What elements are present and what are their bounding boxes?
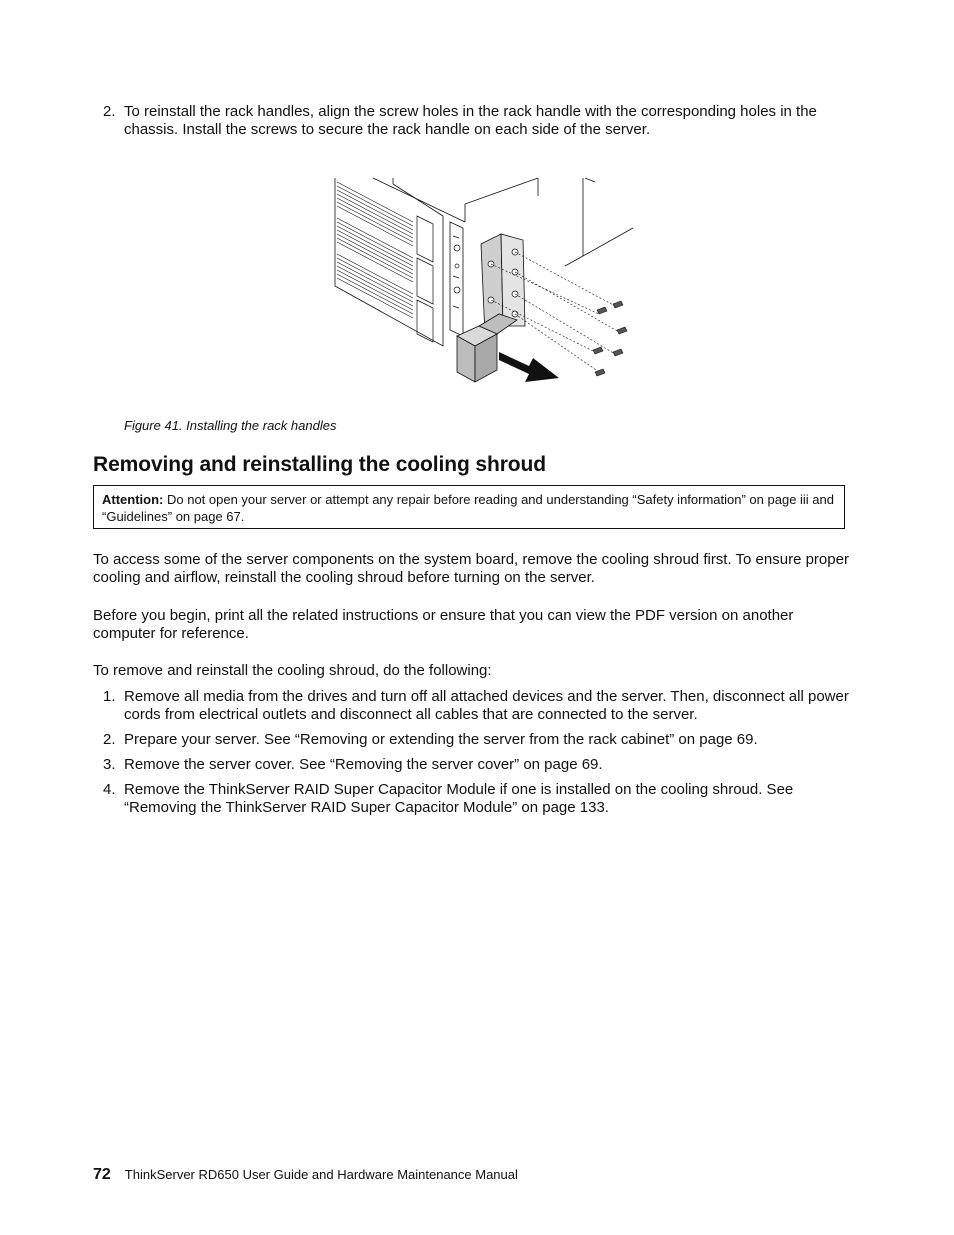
step-number: 1. xyxy=(103,688,116,705)
paragraph: To access some of the server components on the system board, remove the cooling shroud first. To ensure proper cooling and airflow, reinstall the cooling shroud before turning on the server. xyxy=(93,551,849,586)
figure-caption: Figure 41. Installing the rack handles xyxy=(124,418,337,433)
page-number: 72 xyxy=(93,1166,111,1183)
step-item xyxy=(93,756,853,774)
attention-notice xyxy=(93,485,845,529)
manual-title: ThinkServer RD650 User Guide and Hardware Maintenance Manual xyxy=(124,1167,518,1182)
paragraph: Before you begin, print all the related instructions or ensure that you can view the PDF version on another computer for reference. xyxy=(93,607,794,642)
step-list-top xyxy=(93,103,853,139)
paragraph: To remove and reinstall the cooling shroud, do the following: xyxy=(93,662,492,679)
step-number: 4. xyxy=(103,781,116,798)
page-footer xyxy=(93,1166,518,1184)
step-item xyxy=(93,731,853,749)
step-text: Remove all media from the drives and turn off all attached devices and the server. Then, disconnect all power cords from electrical outlets and disconnect all cables that are connected to the server. xyxy=(124,688,849,723)
step-text: Prepare your server. See “Removing or extending the server from the rack cabinet” on page 69. xyxy=(124,731,758,748)
step-list xyxy=(93,688,853,824)
step-number: 2. xyxy=(103,103,116,120)
attention-label: Attention: xyxy=(102,492,164,507)
step-text: Remove the server cover. See “Removing the server cover” on page 69. xyxy=(124,756,603,773)
step-item xyxy=(93,688,853,724)
rack-handle-illustration xyxy=(333,176,637,390)
step-text: To reinstall the rack handles, align the screw holes in the rack handle with the corresponding holes in the chassis. Install the screws to secure the rack handle on each side of the server. xyxy=(124,103,817,138)
attention-text: Do not open your server or attempt any repair before reading and understanding “Safety information” on page iii and “Guidelines” on page 67. xyxy=(102,492,834,524)
section-heading: Removing and reinstalling the cooling shroud xyxy=(93,453,546,476)
step-number: 2. xyxy=(103,731,116,748)
step-number: 3. xyxy=(103,756,116,773)
step-item xyxy=(93,103,853,139)
step-item xyxy=(93,781,853,817)
step-text: Remove the ThinkServer RAID Super Capacitor Module if one is installed on the cooling shroud. See “Removing the ThinkServer RAID Super Capacitor Module” on page 133. xyxy=(124,781,794,816)
